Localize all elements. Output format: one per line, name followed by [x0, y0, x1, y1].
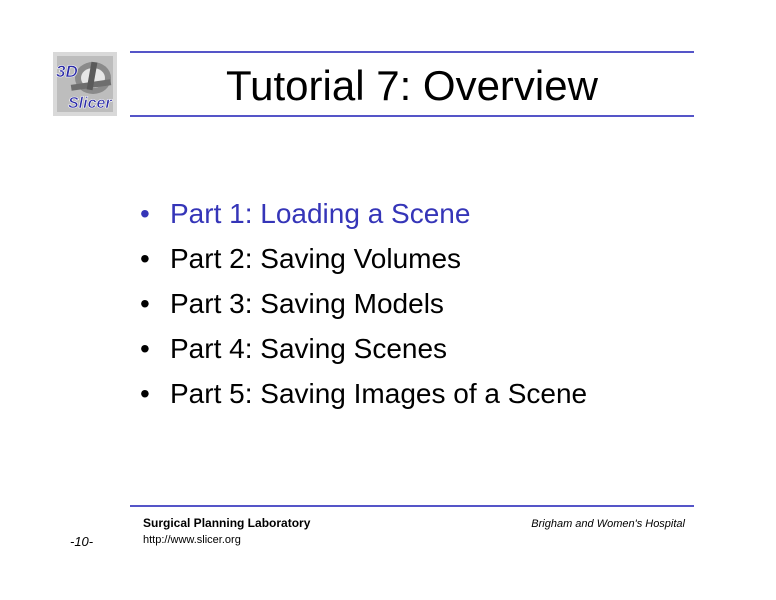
footer-hospital-name: Brigham and Women's Hospital: [531, 518, 685, 530]
bullet-text: Part 5: Saving Images of a Scene: [170, 378, 588, 409]
bullet-item: [140, 371, 587, 416]
bullet-text: Part 2: Saving Volumes: [170, 243, 462, 274]
slicer-logo: [53, 52, 117, 116]
bullet-item: [140, 236, 587, 281]
logo-text-bottom: Slicer: [68, 95, 112, 112]
header-top-rule: [130, 51, 694, 53]
bullet-item: [140, 191, 587, 236]
bullet-marker: •: [140, 243, 150, 274]
logo-text-top: 3D: [56, 62, 78, 81]
slicer-logo-icon: [53, 52, 117, 116]
bullet-item: [140, 281, 587, 326]
header-bottom-rule: [130, 115, 694, 117]
bullet-marker: •: [140, 198, 150, 229]
bullet-text: Part 3: Saving Models: [170, 288, 444, 319]
slide-title: Tutorial 7: Overview: [226, 62, 598, 109]
bullet-marker: •: [140, 333, 150, 364]
bullet-list: [140, 191, 587, 416]
page-number: -10-: [70, 534, 94, 549]
bullet-text: Part 1: Loading a Scene: [170, 198, 471, 229]
footer-lab-name: Surgical Planning Laboratory: [143, 516, 311, 530]
footer-url[interactable]: http://www.slicer.org: [143, 534, 241, 546]
bullet-text: Part 4: Saving Scenes: [170, 333, 448, 364]
bullet-marker: •: [140, 378, 150, 409]
bullet-item: [140, 326, 587, 371]
footer-rule: [130, 505, 694, 507]
bullet-marker: •: [140, 288, 150, 319]
